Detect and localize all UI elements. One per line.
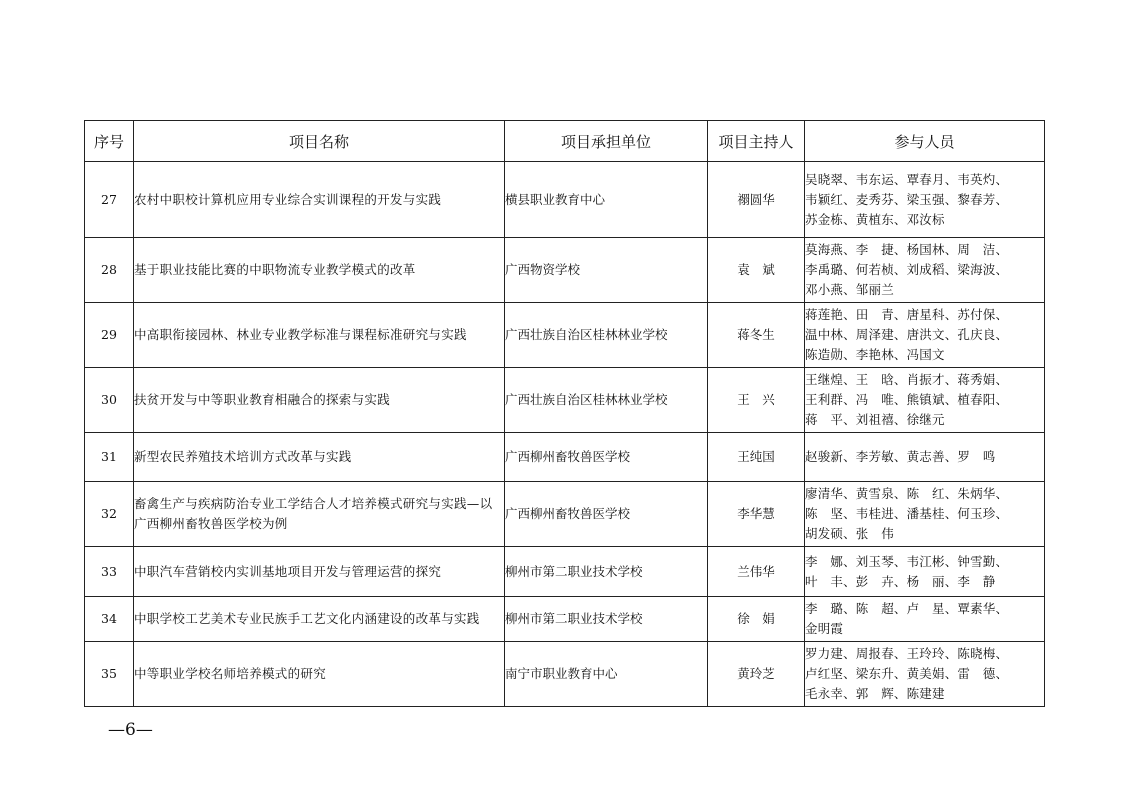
header-host: 项目主持人 <box>708 121 805 162</box>
row-project-name: 畜禽生产与疾病防治专业工学结合人才培养模式研究与实践—以广西柳州畜牧兽医学校为例 <box>134 482 505 547</box>
row-project-name: 农村中职校计算机应用专业综合实训课程的开发与实践 <box>134 162 505 238</box>
member-line: 叶 丰、彭 卉、杨 丽、李 静 <box>805 573 996 589</box>
row-seq: 32 <box>85 482 134 547</box>
row-members <box>805 162 1045 238</box>
row-members <box>805 642 1045 707</box>
table-row <box>85 642 1045 707</box>
row-unit: 广西壮族自治区桂林林业学校 <box>505 368 708 433</box>
member-line: 王继煌、王 晗、肖振才、蒋秀娟、 <box>805 372 1009 387</box>
row-members <box>805 433 1045 482</box>
member-line: 胡发硕、张 伟 <box>805 526 894 541</box>
member-line: 韦颖红、麦秀芬、梁玉强、黎春芳、 <box>805 191 1009 207</box>
header-members: 参与人员 <box>805 121 1045 162</box>
member-line: 赵骏新、李芳敏、黄志善、罗 鸣 <box>805 449 996 464</box>
member-line: 吴晓翠、韦东运、覃春月、韦英灼、 <box>805 171 1009 187</box>
row-seq: 33 <box>85 547 134 597</box>
table-row <box>85 368 1045 433</box>
row-host: 黄玲芝 <box>708 642 805 707</box>
member-line: 苏金栋、黄植东、邓汝标 <box>805 211 945 227</box>
row-project-name: 基于职业技能比赛的中职物流专业教学模式的改革 <box>134 238 505 303</box>
row-members <box>805 368 1045 433</box>
row-members <box>805 547 1045 597</box>
member-line: 李 璐、陈 超、卢 星、覃素华、 <box>805 601 1009 616</box>
table-row <box>85 238 1045 303</box>
row-host: 蒋冬生 <box>708 303 805 368</box>
header-unit: 项目承担单位 <box>505 121 708 162</box>
row-host: 王纯国 <box>708 433 805 482</box>
row-project-name: 新型农民养殖技术培训方式改革与实践 <box>134 433 505 482</box>
member-line: 蒋莲艳、田 青、唐星科、苏付保、 <box>805 307 1009 322</box>
row-project-name: 中等职业学校名师培养模式的研究 <box>134 642 505 707</box>
row-host: 袁 斌 <box>708 238 805 303</box>
row-seq: 35 <box>85 642 134 707</box>
row-members <box>805 238 1045 303</box>
row-project-name: 扶贫开发与中等职业教育相融合的探索与实践 <box>134 368 505 433</box>
row-members <box>805 303 1045 368</box>
member-line: 邓小燕、邹丽兰 <box>805 282 894 297</box>
row-unit: 广西柳州畜牧兽医学校 <box>505 482 708 547</box>
member-line: 卢红坚、梁东升、黄美娟、雷 德、 <box>805 666 1009 681</box>
row-project-name: 中职汽车营销校内实训基地项目开发与管理运营的探究 <box>134 547 505 597</box>
row-host: 禤圆华 <box>708 162 805 238</box>
member-line: 毛永幸、郭 辉、陈建建 <box>805 686 945 701</box>
table-row <box>85 482 1045 547</box>
header-seq: 序号 <box>85 121 134 162</box>
row-seq: 31 <box>85 433 134 482</box>
table-header-row <box>85 121 1045 162</box>
row-unit: 广西物资学校 <box>505 238 708 303</box>
member-line: 温中林、周泽建、唐洪文、孔庆良、 <box>805 327 1009 342</box>
member-line: 蒋 平、刘祖禧、徐继元 <box>805 412 945 427</box>
row-seq: 34 <box>85 597 134 642</box>
page-number: —6— <box>108 720 153 740</box>
table-row <box>85 547 1045 597</box>
row-seq: 30 <box>85 368 134 433</box>
row-seq: 27 <box>85 162 134 238</box>
table-row <box>85 303 1045 368</box>
row-unit: 柳州市第二职业技术学校 <box>505 597 708 642</box>
member-line: 陈造勋、李艳林、冯国文 <box>805 347 945 362</box>
row-host: 王 兴 <box>708 368 805 433</box>
row-seq: 29 <box>85 303 134 368</box>
row-unit: 南宁市职业教育中心 <box>505 642 708 707</box>
member-line: 陈 坚、韦桂进、潘基桂、何玉珍、 <box>805 506 1009 521</box>
member-line: 李 娜、刘玉琴、韦江彬、钟雪勤、 <box>805 553 1009 569</box>
row-unit: 柳州市第二职业技术学校 <box>505 547 708 597</box>
row-unit: 广西柳州畜牧兽医学校 <box>505 433 708 482</box>
row-host: 李华慧 <box>708 482 805 547</box>
row-seq: 28 <box>85 238 134 303</box>
member-line: 金明霞 <box>805 621 844 636</box>
row-host: 兰伟华 <box>708 547 805 597</box>
member-line: 李禹璐、何若桢、刘成稻、梁海波、 <box>805 262 1009 277</box>
member-line: 莫海燕、李 捷、杨国林、周 洁、 <box>805 242 1009 257</box>
row-project-name: 中高职衔接园林、林业专业教学标准与课程标准研究与实践 <box>134 303 505 368</box>
row-unit: 广西壮族自治区桂林林业学校 <box>505 303 708 368</box>
table-row <box>85 597 1045 642</box>
project-table <box>84 120 1045 707</box>
row-unit: 横县职业教育中心 <box>505 162 708 238</box>
header-project-name: 项目名称 <box>134 121 505 162</box>
member-line: 罗力建、周报春、王玲玲、陈晓梅、 <box>805 646 1009 661</box>
row-project-name: 中职学校工艺美术专业民族手工艺文化内涵建设的改革与实践 <box>134 597 505 642</box>
table-row <box>85 433 1045 482</box>
table-row <box>85 162 1045 238</box>
member-line: 廖清华、黄雪泉、陈 红、朱炳华、 <box>805 486 1009 501</box>
row-members <box>805 597 1045 642</box>
member-line: 王利群、冯 唯、熊镇斌、植春阳、 <box>805 392 1009 407</box>
row-members <box>805 482 1045 547</box>
row-host: 徐 娟 <box>708 597 805 642</box>
